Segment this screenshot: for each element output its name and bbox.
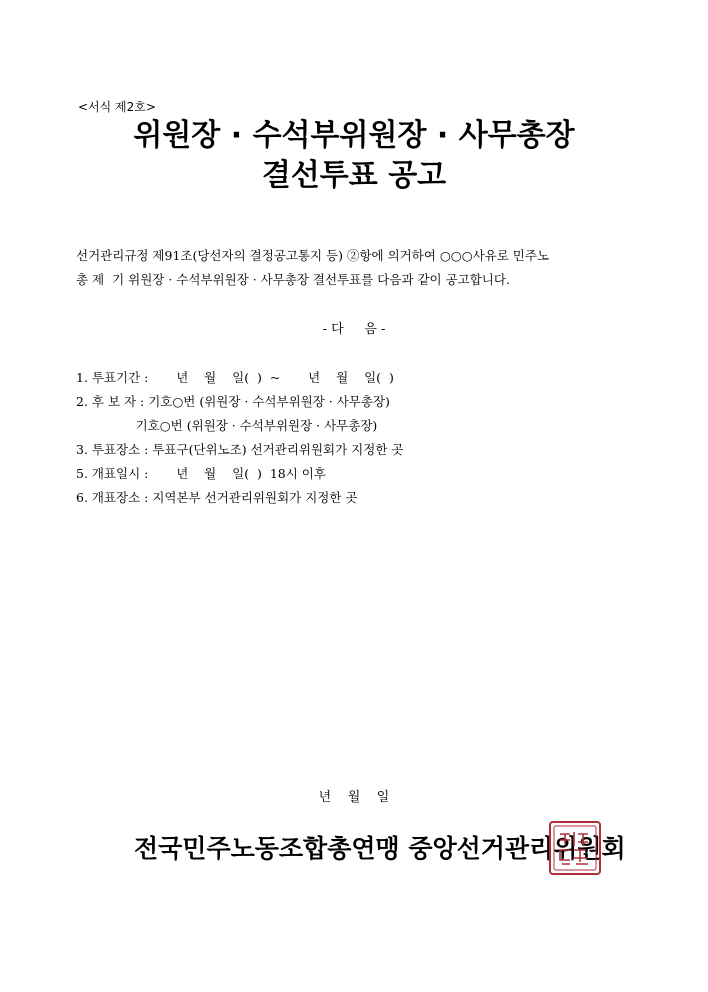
list-item: 5. 개표일시 : 년 월 일( ) 18시 이후 [76,466,326,481]
document-title-line-1: 위원장 · 수석부위원장 · 사무총장 [133,118,575,153]
form-number: <서식 제2호> [78,100,156,114]
intro-paragraph-line-1: 선거관리규정 제91조(당선자의 결정공고통지 등) ②항에 의거하여 ○○○사유로 민주노 [76,248,550,263]
list-item: 3. 투표장소 : 투표구(단위노조) 선거관리위원회가 지정한 곳 [76,442,404,457]
seal-outer-border [550,822,600,874]
intro-paragraph-line-2: 총 제 기 위원장 · 수석부위원장 · 사무총장 결선투표를 다음과 같이 공고합니다. [76,272,510,287]
list-item: 1. 투표기간 : 년 월 일( ) ~ 년 월 일( ) [76,370,394,385]
document-title-line-2: 결선투표 공고 [261,158,447,193]
list-item: 2. 후 보 자 : 기호○번 (위원장 · 수석부위원장 · 사무총장) [76,394,390,409]
organization-name: 전국민주노동조합총연맹 중앙선거관리위원회 [134,834,626,863]
official-seal-icon [548,820,602,876]
list-item: 6. 개표장소 : 지역본부 선거관리위원회가 지정한 곳 [76,490,358,505]
seal-glyph-strokes [560,832,588,864]
item-list [76,366,403,510]
date-line: 년 월 일 [318,790,390,805]
seal-inner-border [554,826,596,870]
section-heading: - 다 음 - [322,322,386,337]
list-item: 기호○번 (위원장 · 수석부위원장 · 사무총장) [76,418,378,433]
